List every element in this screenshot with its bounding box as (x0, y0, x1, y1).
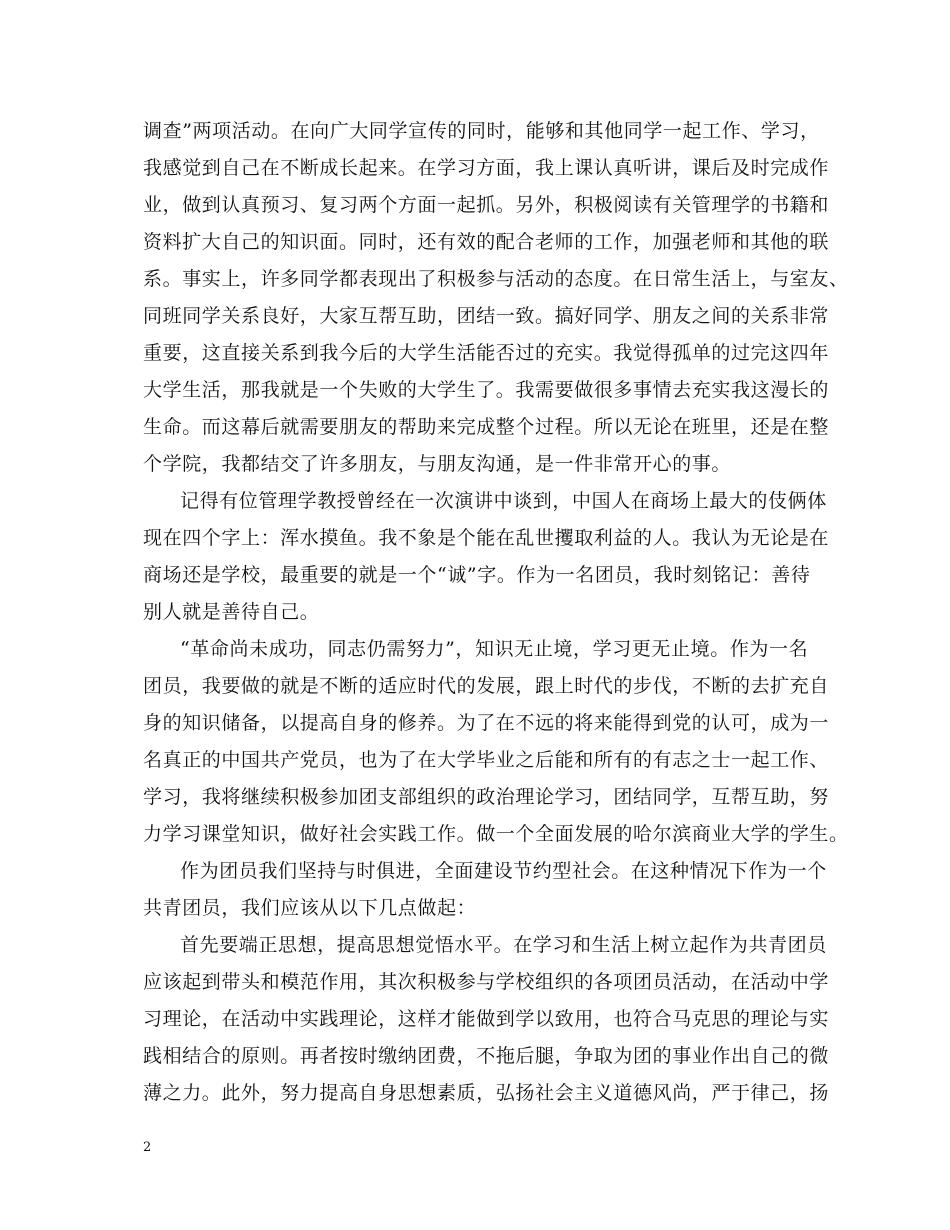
text-line: 个学院，我都结交了许多朋友，与朋友沟通，是一件非常开心的事。 (143, 453, 732, 475)
text-line: 共青团员，我们应该从以下几点做起： (143, 897, 477, 919)
text-line: 同班同学关系良好，大家互帮互助，团结一致。搞好同学、朋友之间的关系非常 (143, 305, 830, 327)
text-line: 记得有位管理学教授曾经在一次演讲中谈到，中国人在商场上最大的伎俩体 (180, 490, 827, 512)
text-line: 资料扩大自己的知识面。同时，还有效的配合老师的工作，加强老师和其他的联 (143, 231, 830, 253)
text-line: 生命。而这幕后就需要朋友的帮助来完成整个过程。所以无论在班里，还是在整 (143, 416, 830, 438)
text-line: 习理论，在活动中实践理论，这样才能做到学以致用，也符合马克思的理论与实 (143, 1008, 830, 1030)
text-line: 业，做到认真预习、复习两个方面一起抓。另外，积极阅读有关管理学的书籍和 (143, 194, 830, 216)
text-line: 力学习课堂知识，做好社会实践工作。做一个全面发展的哈尔滨商业大学的学生。 (143, 823, 849, 845)
text-line: 商场还是学校，最重要的就是一个“诚”字。作为一名团员，我时刻铭记：善待 (143, 564, 811, 586)
text-line: 系。事实上，许多同学都表现出了积极参与活动的态度。在日常生活上，与室友、 (143, 268, 849, 290)
text-line: 我感觉到自己在不断成长起来。在学习方面，我上课认真听讲，课后及时完成作 (143, 157, 830, 179)
text-line: 作为团员我们坚持与时俱进，全面建设节约型社会。在这种情况下作为一个 (180, 860, 827, 882)
page-number: 2 (143, 1140, 152, 1155)
text-line: 学习，我将继续积极参加团支部组织的政治理论学习，团结同学，互帮互助，努 (143, 786, 830, 808)
text-line: 大学生活，那我就是一个失败的大学生了。我需要做很多事情去充实我这漫长的 (143, 379, 830, 401)
text-line: 名真正的中国共产党员，也为了在大学毕业之后能和所有的有志之士一起工作、 (143, 749, 830, 771)
text-line: 团员，我要做的就是不断的适应时代的发展，跟上时代的步伐，不断的去扩充自 (143, 675, 830, 697)
text-line: 身的知识储备，以提高自身的修养。为了在不远的将来能得到党的认可，成为一 (143, 712, 830, 734)
text-line: 现在四个字上：浑水摸鱼。我不象是个能在乱世攫取利益的人。我认为无论是在 (143, 527, 830, 549)
text-line: 首先要端正思想，提高思想觉悟水平。在学习和生活上树立起作为共青团员 (180, 934, 827, 956)
text-line: 践相结合的原则。再者按时缴纳团费，不拖后腿，争取为团的事业作出自己的微 (143, 1045, 830, 1067)
text-line: 别人就是善待自己。 (143, 601, 320, 623)
text-line: “革命尚未成功，同志仍需努力”，知识无止境，学习更无止境。作为一名 (180, 638, 809, 660)
text-line: 调查”两项活动。在向广大同学宣传的同时，能够和其他同学一起工作、学习， (143, 120, 820, 142)
text-line: 应该起到带头和模范作用，其次积极参与学校组织的各项团员活动，在活动中学 (143, 971, 830, 993)
text-line: 重要，这直接关系到我今后的大学生活能否过的充实。我觉得孤单的过完这四年 (143, 342, 830, 364)
text-line: 薄之力。此外，努力提高自身思想素质，弘扬社会主义道德风尚，严于律己，扬 (143, 1082, 830, 1104)
